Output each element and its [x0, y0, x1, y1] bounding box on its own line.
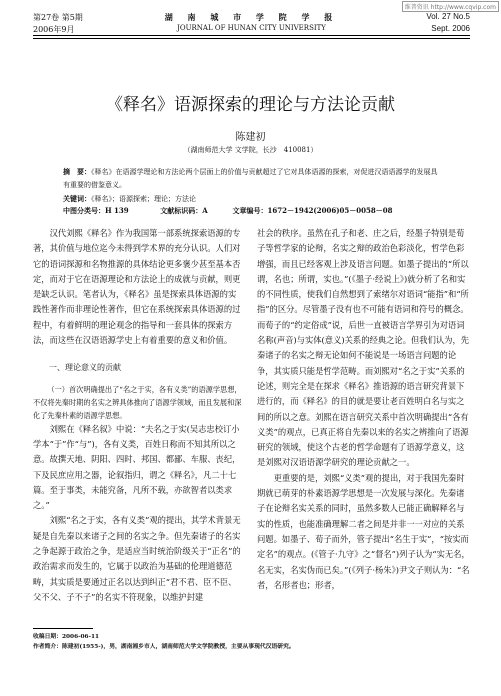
affiliation: （湖南师范大学 文学院，长沙 410081） — [183, 146, 318, 154]
keywords — [63, 192, 439, 206]
keywords-text: 《释名》；语源探索；理论；方法论 — [91, 195, 196, 203]
watermark: 维普资讯 http://www.cqvip.com — [402, 1, 499, 12]
document-code: 文献标识码：A — [160, 206, 208, 215]
running-header — [33, 12, 470, 50]
keywords-label: 关键词： — [63, 194, 91, 203]
paragraph: 更重要的是，刘熙“义类”观的提出，对于我国先秦时期就已萌芽的朴素语源学思想是一次发展与深化。先秦诸子在论辩名实关系的同时，虽然多数人已能正确解释名与实的性质，也能准确理解二者之间是并非一一对应的关系问题。如墨子、荀子而外，管子提出“名生于实”，“按实而定名”的观点。(《管子·九守》之“督名”)列子认为“实无名，名无实，名实伪而已矣。”(《列子·杨朱》)尹文子则认为：“名者，名形者也；形者， — [257, 472, 470, 590]
date-label: 2006年9月 — [33, 25, 75, 34]
journal-name-en: JOURNAL OF HUNAN CITY UNIVERSITY — [177, 24, 326, 32]
paragraph: 刘熙在《释名叙》中说：“夫名之于实(吴志忠校订小学本“于”作“与”)，各有义类，百姓日称而不知其所以之意。故撰天地、阴阳、四时、邦国、都鄙、车服、丧纪，下及民庶应用之器，论叙指归，谓之《释名》，凡二十七篇。至于事类，未能究备，凡所不载，亦欲智者以类求之。” — [33, 423, 241, 511]
classification-line — [63, 206, 471, 216]
clc-number: 中图分类号：H 139 — [63, 206, 129, 215]
paragraph: 刘熙“名之于实，各有义类”观的提出，其学术背景无疑是自先秦以来诸子之间的名实之争。但先秦诸子的名实之争起源于政治之争，是适应当时统治阶级关于“正名”的政治需求而发生的，它属于以政治为基础的伦理道德范畴，其实质是要通过正名以达到纠正“君不君、臣不臣、父不父、子不子”的名实不符现象，以维护封建 — [33, 515, 241, 602]
footnote — [33, 628, 470, 652]
abstract-text: 《释名》在语源学理论和方法论两个层面上的价值与贡献超过了它对具体语源的探索，对促进汉语语源学的发展具有重要的借鉴意义。 — [63, 168, 438, 189]
abstract — [63, 165, 439, 192]
footnote-rule — [33, 628, 93, 629]
article-title: 《释名》语源探索的理论与方法论贡献 — [106, 95, 395, 115]
paragraph: 社会的秩序。虽然在孔子和老、庄之后，经墨子特别是荀子等哲学家的论辩，名实之辩的政治色彩淡化，哲学色彩增强，而且已经客观上涉及语言问题。如墨子提出的“所以谓，名也；所谓，实也。”(《墨子·经说上》)就分析了名和实的不同性质，使我们自然想到了索绪尔对语词“能指”和“所指”的区分。尽管墨子没有也不可能有语词和符号的概念。而荀子的“约定俗成”说，后世一直被语言学界引为对语词名称(声音)与实体(意义)关系的经典之论。但我们认为，先秦诸子的名实之辩无论如何不能说是一场语言问题的论争，其实质只能是哲学范畴。而刘熙对“名之于实”关系的论述，则完全是在探求《释名》推语源的语言研究背景下进行的，而《释名》的目的就是要让老百姓明白名与实之间的所以之意。刘熙在语言研究关系中首次明确提出“各有义类”的观点，已真正将自先秦以来的名实之辨推向了语源研究的领域，使这个古老的哲学命题有了语源学意义，这是刘熙对汉语语源学研究的理论贡献之一。 — [257, 228, 470, 468]
header-rule — [33, 35, 470, 36]
author-bio: 作者简介：陈建初(1955-)，男，湖南湘乡市人，湖南师范大学文学院教授，主要从事现代汉语研究。 — [33, 644, 295, 650]
issue-label: 第27卷 第5期 — [33, 13, 83, 22]
header-rule-thin — [33, 38, 470, 39]
right-column — [257, 226, 472, 593]
abstract-block — [63, 165, 439, 206]
received-date: 收稿日期：2006-06-11 — [33, 634, 100, 640]
quoted-thesis: （一）首次明确提出了“名之于实，各有义类”的语源学思想，不仅将先秦时期的名实之辨具体推向了语源学领域，而且发展和深化了先秦朴素的语源学思想。 — [33, 384, 242, 420]
abstract-label: 摘 要： — [63, 167, 91, 176]
journal-name-cn: 湖 南 城 市 学 院 学 报 — [164, 12, 339, 22]
volume-label: Vol. 27 No.5 — [426, 12, 470, 21]
section-heading: 一、理论意义的贡献 — [49, 363, 121, 373]
paragraph: 汉代刘熙《释名》作为我国第一部系统探索语源的专著，其价值与地位迄今未得到学术界的充分认识。人们对它的语词探源和名物推源的具体结论更多褒少甚至基本否定，而对于它在语源理论和方法论上的成就与贡献，则更是缺乏认识。笔者认为，《释名》虽是探索具体语源的实践性著作而非理论性著作，但它在系统探索具体语源的过程中，有着鲜明的理论观念的指导和一套具体的探索方法，而这些在汉语语源学史上有着重要的意义和价值。 — [33, 228, 241, 346]
author-name: 陈建初 — [235, 132, 266, 143]
article-number: 文章编号：1672－1942(2006)05－0058－08 — [232, 206, 393, 215]
date-en-label: Sept. 2006 — [431, 24, 470, 33]
left-column — [33, 226, 243, 605]
